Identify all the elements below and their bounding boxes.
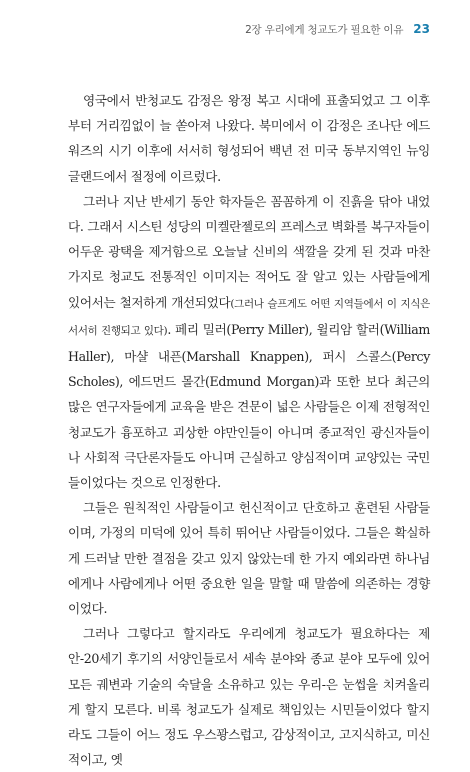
- running-header: [245, 22, 430, 37]
- paragraph-2-text-a: 그러나 지난 반세기 동안 학자들은 꼼꼼하게 이 진흙을 닦아 내었다. 그래서 시스틴 성당의 미켈란젤로의 프레스코 벽화를 복구자들이 어두운 광택을 제거함으로 오늘날 신비의 색깔을 갖게 된 것과 마찬가지로 청교도 전통적인 이미지는 적어도 잘 알고 있는 사람들에게 있어서는 철저하게 개선되었다: [68, 193, 430, 310]
- paragraph-1: 영국에서 반청교도 감정은 왕정 복고 시대에 표출되었고 그 이후부터 거리낌없이 늘 쏟아져 나왔다. 북미에서 이 감정은 조나단 에드워즈의 시기 이후에 서서히 형성되어 백년 전 미국 동부지역인 뉴잉글랜드에서 절정에 이르렀다.: [68, 93, 430, 184]
- paragraph-2-small-note: (그러나 슬프게도 어떤 지역들에서 이 지식은 서서히 진행되고 있다): [68, 297, 430, 337]
- paragraph-3: 그들은 원칙적인 사람들이고 헌신적이고 단호하고 훈련된 사람들이며, 가정의 미덕에 있어 특히 뛰어난 사람들이었다. 그들은 확실하게 드러날 만한 결점을 갖고 있지 않았는데 한 가지 예외라면 하나님에게나 사람에게나 어떤 중요한 일을 말할 때 말씀에 의존하는 경향이었다.: [68, 500, 430, 617]
- paragraph-2: [68, 189, 430, 495]
- paragraph-2-text-b: . 페리 밀러(Perry Miller), 윌리암 할러(William Haller), 마샬 내픈(Marshall Knappen), 퍼시 스콜스(Percy Scholes), 에드먼드 몰간(Edmund Morgan)과 또한 보다 최근의 많은 연구자들에게 교육을 받은 견문이 넓은 사람들은 이제 전형적인 청교도가 흉포하고 괴상한 야만인들이 아니며 종교적인 광신자들이나 사회적 극단론자들도 아니며 근실하고 양심적이며 교양있는 국민들이었다는 것으로 인정한다.: [68, 321, 430, 491]
- body-text: [68, 88, 430, 772]
- page-number: 23: [413, 22, 430, 36]
- chapter-title: 2장 우리에게 청교도가 필요한 이유: [245, 24, 404, 36]
- paragraph-4: 그러나 그렇다고 할지라도 우리에게 청교도가 필요하다는 제안-20세기 후기의 서양인들로서 세속 분야와 종교 분야 모두에 있어 모든 궤변과 기술의 숙달을 소유하고 있는 우리-은 눈썹을 치켜올리게 할지 모른다. 비록 청교도가 실제로 책임있는 시민들이었다 할지라도 그들이 어느 정도 우스꽝스럽고, 감상적이고, 고지식하고, 미신적이고, 옛: [68, 626, 430, 768]
